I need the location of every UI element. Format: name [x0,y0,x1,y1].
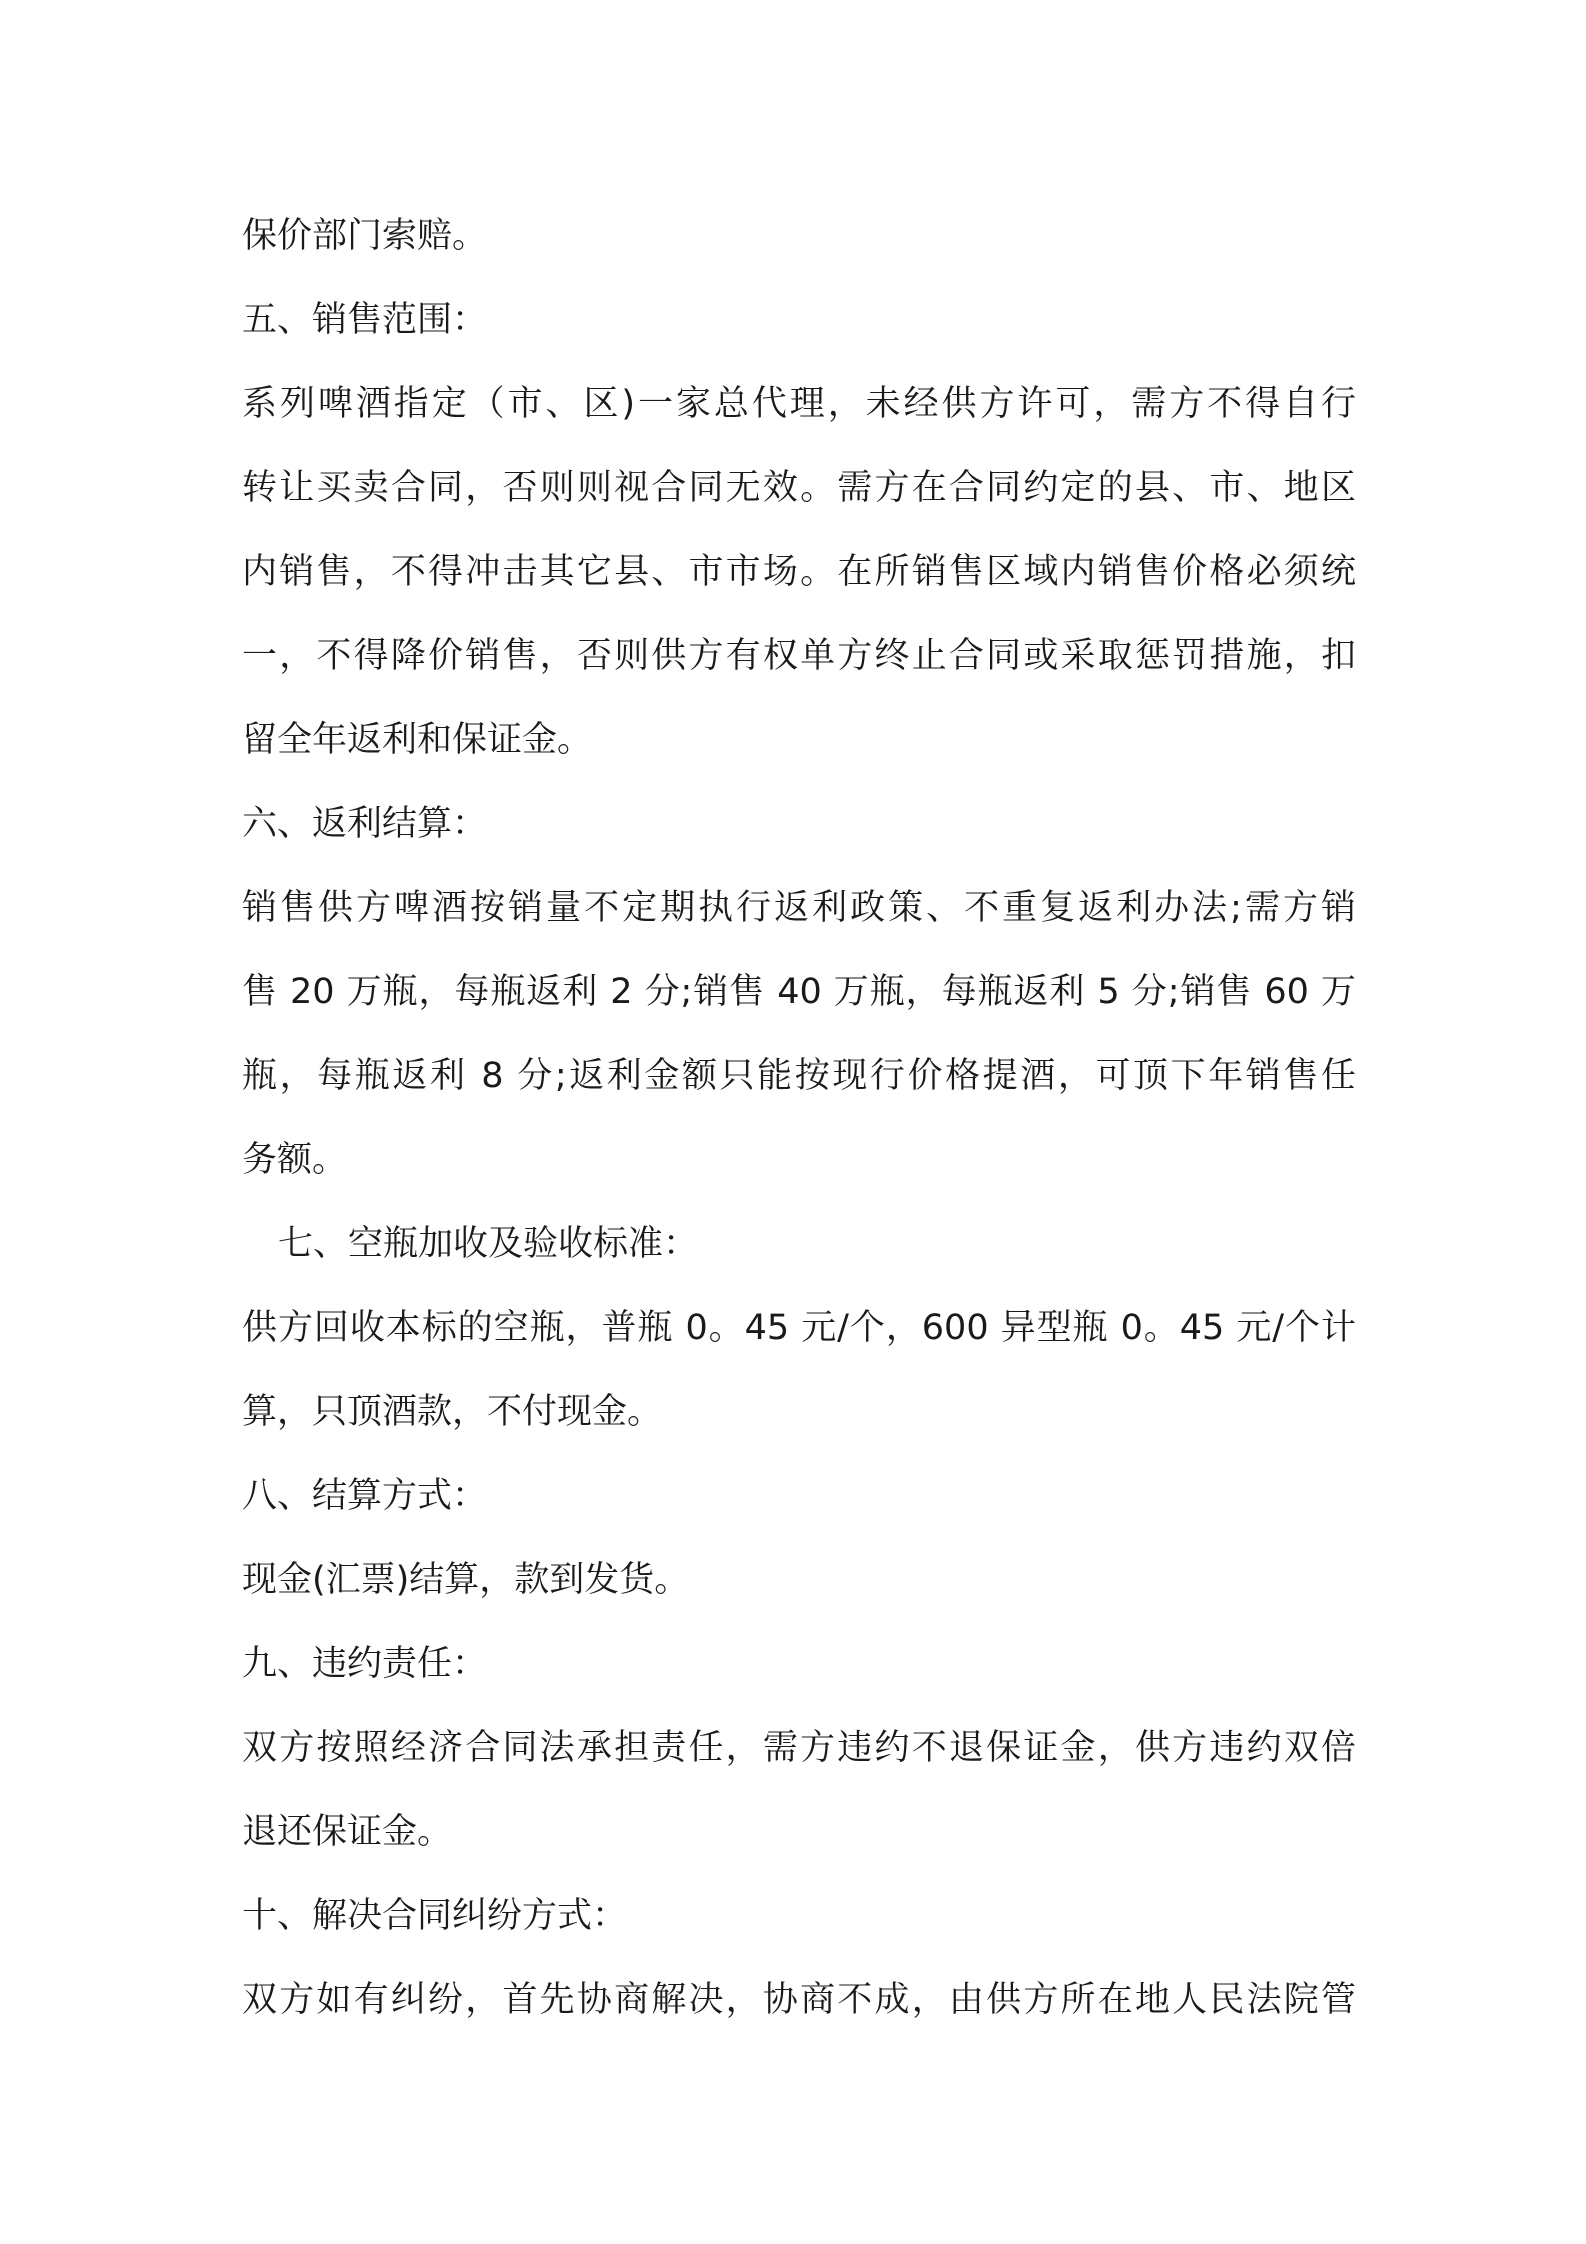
paragraph-line: 供方回收本标的空瓶，普瓶 0。45 元/个，600 异型瓶 0。45 元/个计 [242,1308,1356,1348]
paragraph-line: 内销售，不得冲击其它县、市市场。在所销售区域内销售价格必须统 [242,552,1356,592]
paragraph-line: 保价部门索赔。 [242,216,488,256]
paragraph-line: 系列啤酒指定（市、区)一家总代理，未经供方许可，需方不得自行 [242,384,1356,424]
paragraph-line: 双方如有纠纷，首先协商解决，协商不成，由供方所在地人民法院管 [242,1980,1356,2020]
section-heading-sales-scope: 五、销售范围： [242,300,488,340]
section-heading-dispute-resolution: 十、解决合同纠纷方式： [242,1896,628,1936]
paragraph-line: 转让买卖合同，否则则视合同无效。需方在合同约定的县、市、地区 [242,468,1356,508]
section-heading-rebate-settlement: 六、返利结算： [242,804,488,844]
section-heading-settlement-method: 八、结算方式： [242,1476,488,1516]
paragraph-line: 售 20 万瓶，每瓶返利 2 分;销售 40 万瓶，每瓶返利 5 分;销售 60 万 [242,972,1356,1012]
paragraph-line: 留全年返利和保证金。 [242,720,593,760]
paragraph-line: 双方按照经济合同法承担责任，需方违约不退保证金，供方违约双倍 [242,1728,1356,1768]
paragraph-line: 算，只顶酒款，不付现金。 [242,1392,663,1432]
section-heading-empty-bottle-standard: 七、空瓶加收及验收标准： [278,1224,699,1264]
paragraph-line: 现金(汇票)结算，款到发货。 [242,1560,690,1600]
paragraph-line: 务额。 [242,1140,348,1180]
paragraph-line: 销售供方啤酒按销量不定期执行返利政策、不重复返利办法;需方销 [242,888,1356,928]
section-heading-breach-liability: 九、违约责任： [242,1644,488,1684]
paragraph-line: 一，不得降价销售，否则供方有权单方终止合同或采取惩罚措施，扣 [242,636,1356,676]
paragraph-line: 退还保证金。 [242,1812,453,1852]
document-body [242,194,1356,2042]
paragraph-line: 瓶，每瓶返利 8 分;返利金额只能按现行价格提酒，可顶下年销售任 [242,1056,1356,1096]
